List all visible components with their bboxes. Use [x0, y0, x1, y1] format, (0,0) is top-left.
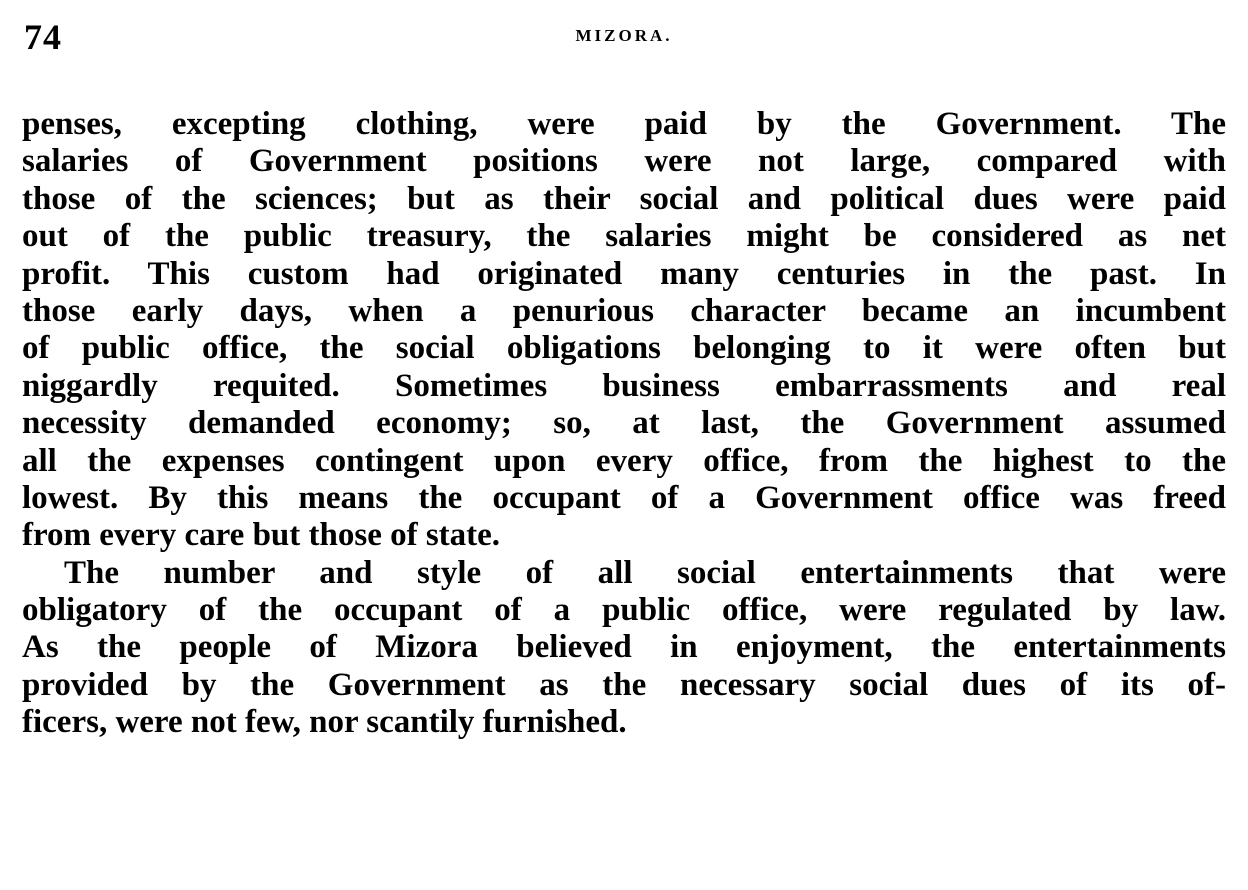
text-line: niggardly requited. Sometimes business embarrassments and real — [22, 367, 1226, 404]
text-line: those early days, when a penurious character became an incumbent — [22, 292, 1226, 329]
paragraph-1 — [22, 106, 1226, 555]
text-line: obligatory of the occupant of a public office, were regulated by law. — [22, 592, 1226, 629]
paragraph-2 — [22, 555, 1226, 742]
text-line: out of the public treasury, the salaries might be considered as net — [22, 218, 1226, 255]
text-line: from every care but those of state. — [22, 517, 501, 554]
page-header — [22, 10, 1226, 60]
body-text — [22, 106, 1226, 742]
text-line: necessity demanded economy; so, at last, the Government assumed — [22, 405, 1226, 442]
text-line: salaries of Government positions were not large, compared with — [22, 143, 1226, 180]
text-line: all the expenses contingent upon every office, from the highest to the — [22, 442, 1226, 479]
text-line: As the people of Mizora believed in enjoyment, the entertainments — [22, 629, 1226, 666]
text-line: ficers, were not few, nor scantily furnished. — [22, 704, 627, 741]
text-line: provided by the Government as the necessary social dues of its of- — [22, 666, 1226, 703]
text-line: of public office, the social obligations belonging to it were often but — [22, 330, 1226, 367]
text-line: those of the sciences; but as their social and political dues were paid — [22, 180, 1226, 217]
text-line: The number and style of all social entertainments that were — [64, 554, 1226, 591]
text-line: lowest. By this means the occupant of a Government office was freed — [22, 479, 1226, 516]
page-number: 74 — [24, 17, 62, 57]
running-head: MIZORA. — [575, 26, 673, 45]
text-line: penses, excepting clothing, were paid by the Government. The — [22, 106, 1226, 142]
text-line: profit. This custom had originated many centuries in the past. In — [22, 255, 1226, 292]
book-page — [22, 10, 1226, 882]
